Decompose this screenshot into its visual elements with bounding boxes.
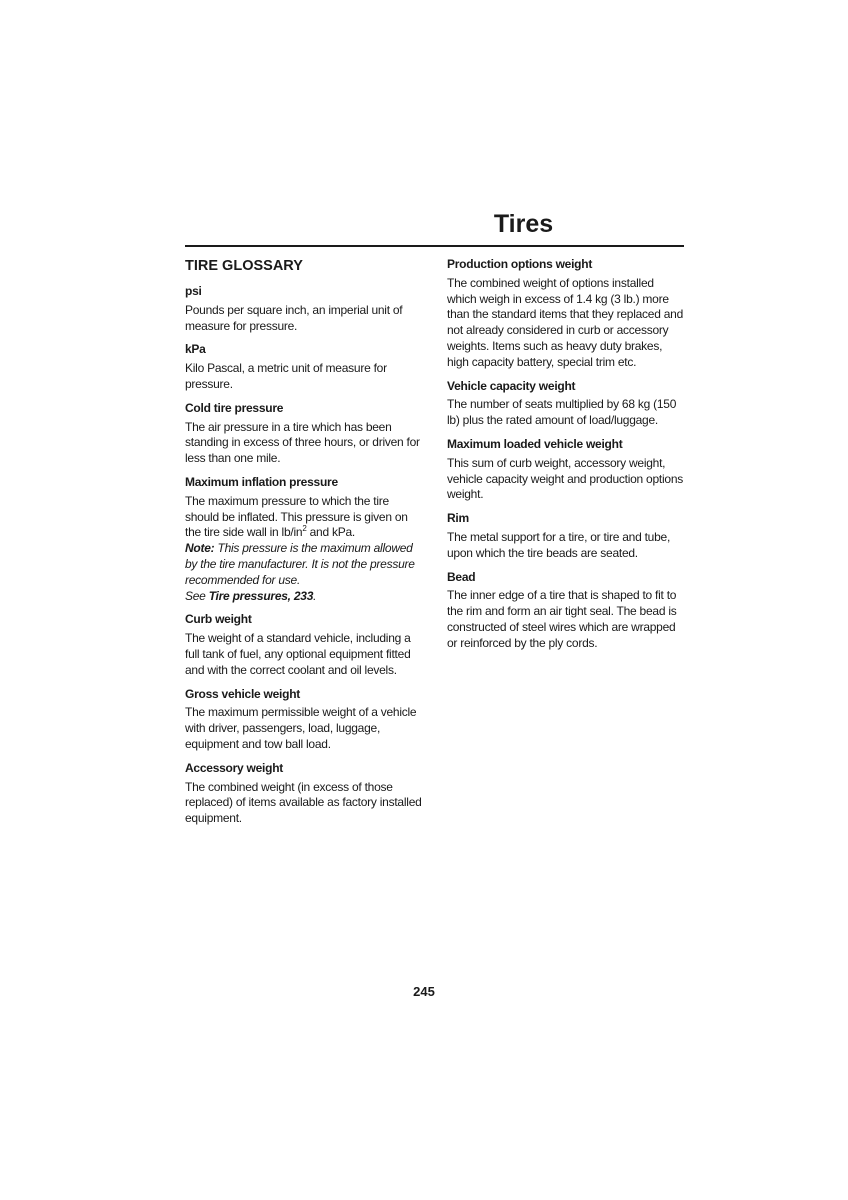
glossary-definition: This sum of curb weight, accessory weight, vehicle capacity weight and production options weight.	[447, 455, 683, 502]
cross-reference-link[interactable]: Tire pressures, 233	[208, 588, 314, 603]
glossary-entry-vehicle-capacity-weight	[447, 379, 685, 429]
glossary-entry-production-options-weight	[447, 257, 685, 371]
definition-text: and kPa.	[306, 525, 355, 540]
note	[185, 541, 423, 588]
glossary-term: kPa	[185, 342, 206, 357]
title-divider	[185, 245, 684, 247]
see-prefix: See	[185, 588, 209, 603]
definition-text: The maximum pressure to which the tire should be inflated. This pressure is given on the tire side wall in lb/in	[185, 493, 408, 540]
glossary-definition: The number of seats multiplied by 68 kg (150 lb) plus the rated amount of load/luggage.	[447, 397, 677, 428]
glossary-term: Accessory weight	[185, 760, 284, 775]
glossary-term: Curb weight	[185, 612, 252, 627]
note-text: This pressure is the maximum allowed by the tire manufacturer. It is not the pressure recommended for use.	[185, 541, 415, 587]
glossary-definition: The combined weight of options installed which weigh in excess of 1.4 kg (3 lb.) more than the standard items that they replaced and not already considered in curb or accessory weights. Items such as heavy duty brakes, high capacity battery, special trim etc.	[447, 275, 683, 369]
glossary-term: psi	[185, 284, 202, 298]
glossary-entry-accessory-weight	[185, 761, 423, 827]
glossary-definition: Pounds per square inch, an imperial unit of measure for pressure.	[185, 302, 403, 333]
glossary-term: Maximum loaded vehicle weight	[447, 436, 623, 451]
glossary-term: Gross vehicle weight	[185, 686, 301, 701]
page-number: 245	[413, 984, 435, 999]
glossary-entry-maximum-loaded-vehicle-weight	[447, 437, 685, 503]
glossary-definition: The inner edge of a tire that is shaped to fit to the rim and form an air tight seal. The bead is constructed of steel wires which are wrapped or reinforced by the ply cords.	[447, 588, 677, 650]
glossary-definition: The weight of a standard vehicle, including a full tank of fuel, any optional equipment fitted and with the correct coolant and oil levels.	[185, 631, 411, 677]
glossary-entry-rim	[447, 511, 685, 561]
glossary-definition: Kilo Pascal, a metric unit of measure for pressure.	[185, 361, 387, 391]
glossary-definition: The maximum permissible weight of a vehicle with driver, passengers, load, luggage, equipment and tow ball load.	[185, 705, 417, 751]
glossary-definition	[185, 494, 423, 541]
glossary-definition: The air pressure in a tire which has been standing in excess of three hours, or driven for less than one mile.	[185, 419, 420, 466]
glossary-term: Vehicle capacity weight	[447, 378, 576, 393]
left-column	[185, 256, 423, 835]
section-heading: TIRE GLOSSARY	[185, 258, 303, 274]
glossary-definition: The metal support for a tire, or tire and tube, upon which the tire beads are seated.	[447, 529, 671, 560]
glossary-term: Rim	[447, 511, 469, 526]
glossary-entry-curb-weight	[185, 612, 423, 678]
glossary-entry-gross-vehicle-weight	[185, 687, 423, 753]
glossary-entry-bead	[447, 570, 685, 652]
glossary-term: Bead	[447, 569, 476, 584]
page-title: Tires	[493, 210, 554, 238]
glossary-entry-psi	[185, 284, 423, 334]
glossary-definition: The combined weight (in excess of those replaced) of items available as factory installed equipment.	[185, 779, 422, 826]
glossary-entry-maximum-inflation-pressure	[185, 475, 423, 604]
note-label: Note:	[185, 541, 215, 556]
glossary-term: Production options weight	[447, 257, 593, 271]
glossary-entry-kpa	[185, 342, 423, 392]
cross-reference	[185, 589, 423, 605]
superscript: 2	[302, 524, 307, 534]
glossary-entry-cold-tire-pressure	[185, 401, 423, 467]
right-column	[447, 257, 685, 660]
glossary-term: Maximum inflation pressure	[185, 474, 338, 489]
glossary-term: Cold tire pressure	[185, 400, 284, 415]
see-suffix: .	[313, 588, 317, 603]
